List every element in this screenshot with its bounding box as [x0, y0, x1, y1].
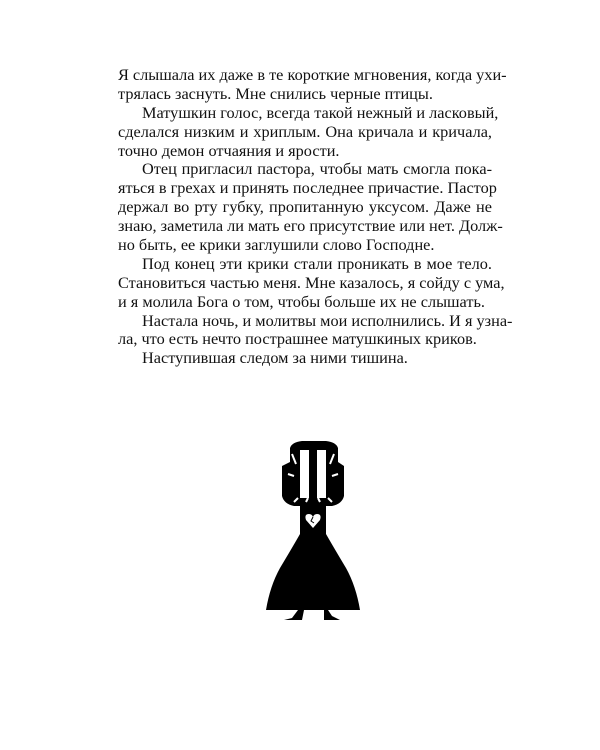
text-line: Становиться частью меня. Мне казалось, я сойду с ума, — [118, 272, 505, 292]
text-line: Наступившая следом за ними тишина. — [142, 348, 408, 368]
text-line: Отец пригласил пастора, чтобы мать смогла пока- — [142, 159, 492, 179]
text-line: и я молила Бога о том, чтобы больше их не слышать. — [118, 291, 485, 311]
text-line: Матушкин голос, всегда такой нежный и ласковый, — [142, 102, 499, 122]
text-line: яться в грехах и принять последнее причастие. Пастор — [118, 178, 497, 198]
text-line: но быть, ее крики заглушили слово Господне. — [118, 235, 435, 255]
page-body-text — [118, 65, 513, 368]
text-line: точно демон отчаяния и ярости. — [118, 140, 340, 160]
text-line: сделался низким и хриплым. Она кричала и кричала, — [118, 121, 492, 141]
text-line: Настала ночь, и молитвы мои исполнились. И я узна- — [142, 310, 513, 330]
text-line: Под конец эти крики стали проникать в мое тело. — [142, 253, 492, 273]
text-line: Я слышала их даже в те короткие мгновения, когда ухи- — [118, 65, 507, 84]
woman-silhouette-illustration — [262, 440, 364, 624]
text-line: держал во рту губку, пропитанную уксусом. Даже не — [118, 197, 492, 217]
text-line: ла, что есть нечто пострашнее матушкиных криков. — [118, 329, 477, 349]
text-line: трялась заснуть. Мне снились черные птицы. — [118, 83, 433, 103]
text-line: знаю, заметила ли мать его присутствие или нет. Долж- — [118, 216, 503, 236]
